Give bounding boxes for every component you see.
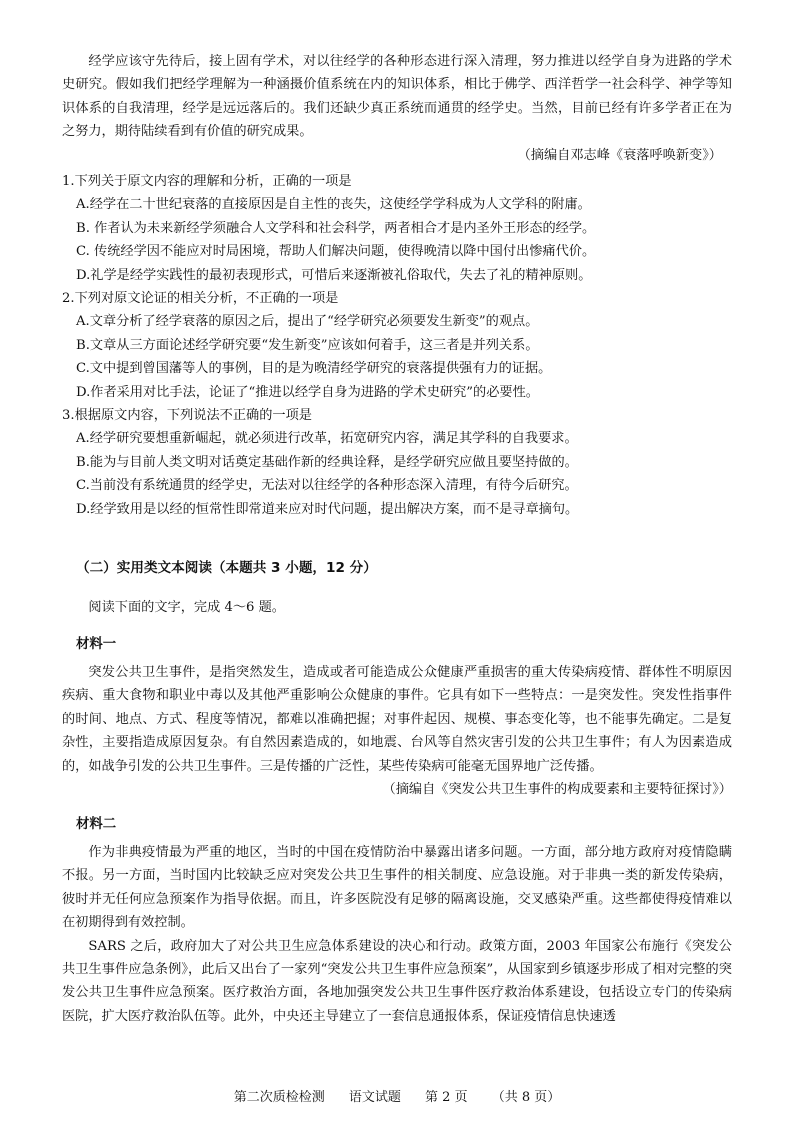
question-option: B.能为与目前人类文明对话奠定基础作新的经典诠释，是经学研究应做且要坚持做的。 [76,454,578,470]
question-stem: 2.下列对原文论证的相关分析，不正确的一项是 [62,291,339,307]
material-1-text: 突发公共卫生事件，是指突然发生，造成或者可能造成公众健康严重损害的重大传染病疫情、群体性不明原因疾病、重大食物和职业中毒以及其他严重影响公众健康的事件。它具有如下一些特点：一是突发性。突发性指事件的时间、地点、方式、程度等情况，都难以准确把握；对事件起因、规模、事态变化等，也不能事先确定。二是复杂性，主要指造成原因复杂。有自然因素造成的，如地震、台风等自然灾害引发的公共卫生事件；有人为因素造成的，如战争引发的公共卫生事件。三是传播的广泛性，某些传染病可能毫无国界地广泛传播。 [62,665,732,774]
intro-paragraph: 经学应该守先待后，接上固有学术，对以往经学的各种形态进行深入清理，努力推进以经学自身为进路的学术史研究。假如我们把经学理解为一种涵摄价值系统在内的知识体系，相比于佛学、西洋哲学一社会科学、神学等知识体系的自我清理，经学是远远落后的。我们还缺少真正系统而通贯的经学史。当然，目前已经有许多学者正在为之努力，期待陆续看到有价值的研究成果。 [62,54,732,140]
instruction: 阅读下面的文字，完成 4～6 题。 [88,600,285,615]
question-option: B.文章从三方面论述经学研究要“发生新变”应该如何着手，这三者是并列关系。 [76,337,539,353]
question-option: B. 作者认为未来新经学须融合人文学科和社会科学，两者相合才是内圣外王形态的经学。 [76,220,596,236]
material-2-paragraph: SARS 之后，政府加大了对公共卫生应急体系建设的决心和行动。政策方面，2003 年国家公布施行《突发公共卫生事件应急条例》，此后又出台了一家列“突发公共卫生事件应急预案”，从国家到乡镇逐步形成了相对完整的突发公共卫生事件应急预案。医疗救治方面，各地加强突发公共卫生事件医疗救治体系建设，包括设立专门的传染病医院，扩大医疗救治队伍等。此外，中央还主导建立了一套信息通报体系，保证疫情信息快速透 [62,938,732,1024]
question-option: A.文章分析了经学衰落的原因之后，提出了“经学研究必须要发生新变”的观点。 [76,314,539,330]
question-option: C.文中提到曾国藩等人的事例，目的是为晚清经学研究的衰落提供强有力的证据。 [76,361,552,377]
material-2-paragraph: 作为非典疫情最为严重的地区，当时的中国在疫情防治中暴露出诸多问题。一方面，部分地方政府对疫情隐瞒不报。另一方面，当时国内比较缺乏应对突发公共卫生事件的相关制度、应急设施。对于非典一类的新发传染病，彼时并无任何应急预案作为指导依据。而且，许多医院没有足够的隔离设施，交叉感染严重。这些都使得疫情难以在初期得到有效控制。 [62,845,732,931]
question-option: D.礼学是经学实践性的最初表现形式，可惜后来逐渐被礼俗取代，失去了礼的精神原则。 [76,267,592,283]
intro-source: （摘编自邓志峰《衰落呼唤新变》） [517,147,722,163]
footer-subject: 语文试题 [348,1090,401,1105]
question-option: D.作者采用对比手法，论证了“推进以经学自身为进路的学术史研究”的必要性。 [76,384,539,400]
page-footer [0,1088,794,1108]
question-option: A.经学在二十世纪衰落的直接原因是自主性的丧失，这使经学学科成为人文学科的附庸。 [76,197,591,213]
footer-page: 第 2 页 [425,1090,468,1105]
question-option: A.经学研究要想重新崛起，就必须进行改革，拓宽研究内容，满足其学科的自我要求。 [76,431,578,447]
question-option: C.当前没有系统通贯的经学史，无法对以往经学的各种形态深入清理，有待今后研究。 [76,478,578,494]
material-1-title: 材料一 [76,637,117,652]
question-option: C. 传统经学因不能应对时局困境，帮助人们解决问题，使得晚清以降中国付出惨痛代价。 [76,244,596,260]
questions-block [62,170,732,521]
section-title: （二）实用类文本阅读（本题共 3 小题，12 分） [76,560,377,576]
material-1-source: （摘编自《突发公共卫生事件的构成要素和主要特征探讨》） [382,782,732,798]
footer-exam: 第二次质检检测 [233,1090,325,1105]
footer-total: （共 8 页） [491,1090,561,1105]
question-stem: 1.下列关于原文内容的理解和分析，正确的一项是 [62,174,352,189]
question-stem: 3.根据原文内容，下列说法不正确的一项是 [62,408,312,424]
material-2-title: 材料二 [76,817,117,832]
material-1 [62,633,732,801]
question-option: D.经学致用是以经的恒常性即常道来应对时代问题，提出解决方案，而不是寻章摘句。 [76,501,579,517]
material-2 [62,813,732,1028]
